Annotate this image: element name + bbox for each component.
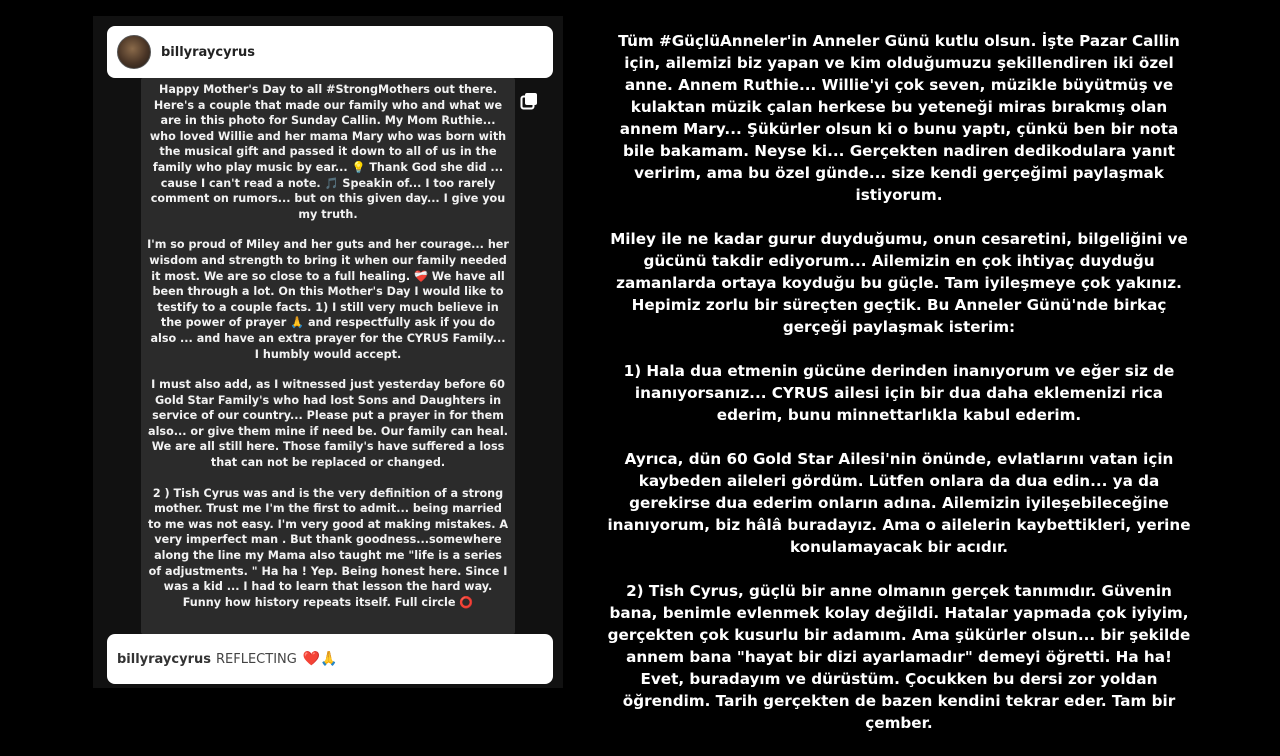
- story-paragraph: 2 ) Tish Cyrus was and is the very definition of a strong mother. Trust me I'm the first to admit... being married to me was not easy. I'm very good at making mistakes. A very imperfect man . But thank goodness...somewhere along the line my Mama also taught me "life is a series of adjustments. " Ha ha ! Yep. Being honest here. Since I was a kid ... I had to learn that lesson the hard way. Funny how history repeats itself. Full circle ⭕: [148, 486, 508, 609]
- story-text: [147, 82, 509, 625]
- translation-paragraph: Ayrıca, dün 60 Gold Star Ailesi'nin önünde, evlatlarını vatan için kaybeden aileleri gördüm. Lütfen onlara da dua edin... ya da gerekirse dua ederim onların adına. Ailemizin iyileşebileceğine inanıyorum, biz hâlâ buradayız. Ama o ailelerin kaybettikleri, yerine konulamayacak bir acıdır.: [607, 450, 1191, 556]
- story-footer: [107, 634, 553, 684]
- translation-text: [606, 30, 1192, 756]
- translation-paragraph: 1) Hala dua etmenin gücüne derinden inanıyorum ve eğer siz de inanıyorsanız... CYRUS ailesi için bir dua daha eklemenizi rica ederim, bunu minnettarlıkla kabul ederim.: [623, 362, 1175, 424]
- story-paragraph: I must also add, as I witnessed just yesterday before 60 Gold Star Family's who had lost Sons and Daughters in service of our country... Please put a prayer in for them also... or give them mine if need be. Our family can heal. We are all still here. Those family's have suffered a loss that can not be replaced or changed.: [148, 378, 508, 470]
- story-paragraph: I'm so proud of Miley and her guts and her courage... her wisdom and strength to bring it when our family needed it most. We are so close to a full healing. ❤️‍🩹 We have all been through a lot. On this Mother's Day I would like to testify to a couple facts. 1) I still very much believe in the power of prayer 🙏 and respectfully ask if you do also ... and have an extra prayer for the CYRUS Family... I humbly would accept.: [147, 238, 509, 361]
- translation-paragraph: Miley ile ne kadar gurur duyduğumu, onun cesaretini, bilgeliğini ve gücünü takdir ediyorum... Ailemizin en çok ihtiyaç duyduğu zamanlarda ortaya koyduğu bu güçle. Tam iyileşmeye çok yakınız. Hepimiz zorlu bir süreçten geçtik. Bu Anneler Günü'nde birkaç gerçeği paylaşmak isterim:: [610, 230, 1188, 336]
- instagram-story: [93, 16, 563, 688]
- footer-username[interactable]: billyraycyrus: [117, 651, 211, 667]
- story-paragraph: Happy Mother's Day to all #StrongMothers out there. Here's a couple that made our family who and what we are in this photo for Sunday Callin. My Mom Ruthie... who loved Willie and her mama Mary who was born with the musical gift and passed it down to all of us in the family who play music by ear... 💡 Thank God she did ... cause I can't read a note. 🎵 Speakin of... I too rarely comment on rumors... but on this given day... I give you my truth.: [149, 83, 507, 221]
- story-header[interactable]: [107, 26, 553, 78]
- multiple-posts-icon[interactable]: [520, 92, 538, 110]
- story-username[interactable]: billyraycyrus: [161, 44, 255, 60]
- footer-caption: REFLECTING: [216, 651, 297, 667]
- footer-emoji: ❤️🙏: [302, 651, 338, 667]
- translation-paragraph: 2) Tish Cyrus, güçlü bir anne olmanın gerçek tanımıdır. Güvenin bana, benimle evlenmek kolay değildi. Hatalar yapmada çok iyiyim, gerçekten çok kusurlu bir adamım. Ama şükürler olsun... bir şekilde annem bana "hayat bir dizi ayarlamadır" demeyi öğretti. Ha ha! Evet, buradayım ve dürüstüm. Çocukken bu dersi zor yoldan öğrendim. Tarih gerçekten de bazen kendini tekrar eder. Tam bir çember.: [607, 582, 1191, 732]
- translation-paragraph: Tüm #GüçlüAnneler'in Anneler Günü kutlu olsun. İşte Pazar Callin için, ailemizi biz yapan ve kim olduğumuzu şekillendiren iki özel anne. Annem Ruthie... Willie'yi çok seven, müzikle büyütmüş ve kulaktan müzik çalan herkese bu yeteneği miras bırakmış olan annem Mary... Şükürler olsun ki o bunu yaptı, çünkü ben bir nota bile bakamam. Neyse ki... Gerçekten nadiren dedikodulara yanıt veririm, ama bu özel günde... size kendi gerçeğimi paylaşmak istiyorum.: [618, 32, 1180, 204]
- avatar[interactable]: [117, 35, 151, 69]
